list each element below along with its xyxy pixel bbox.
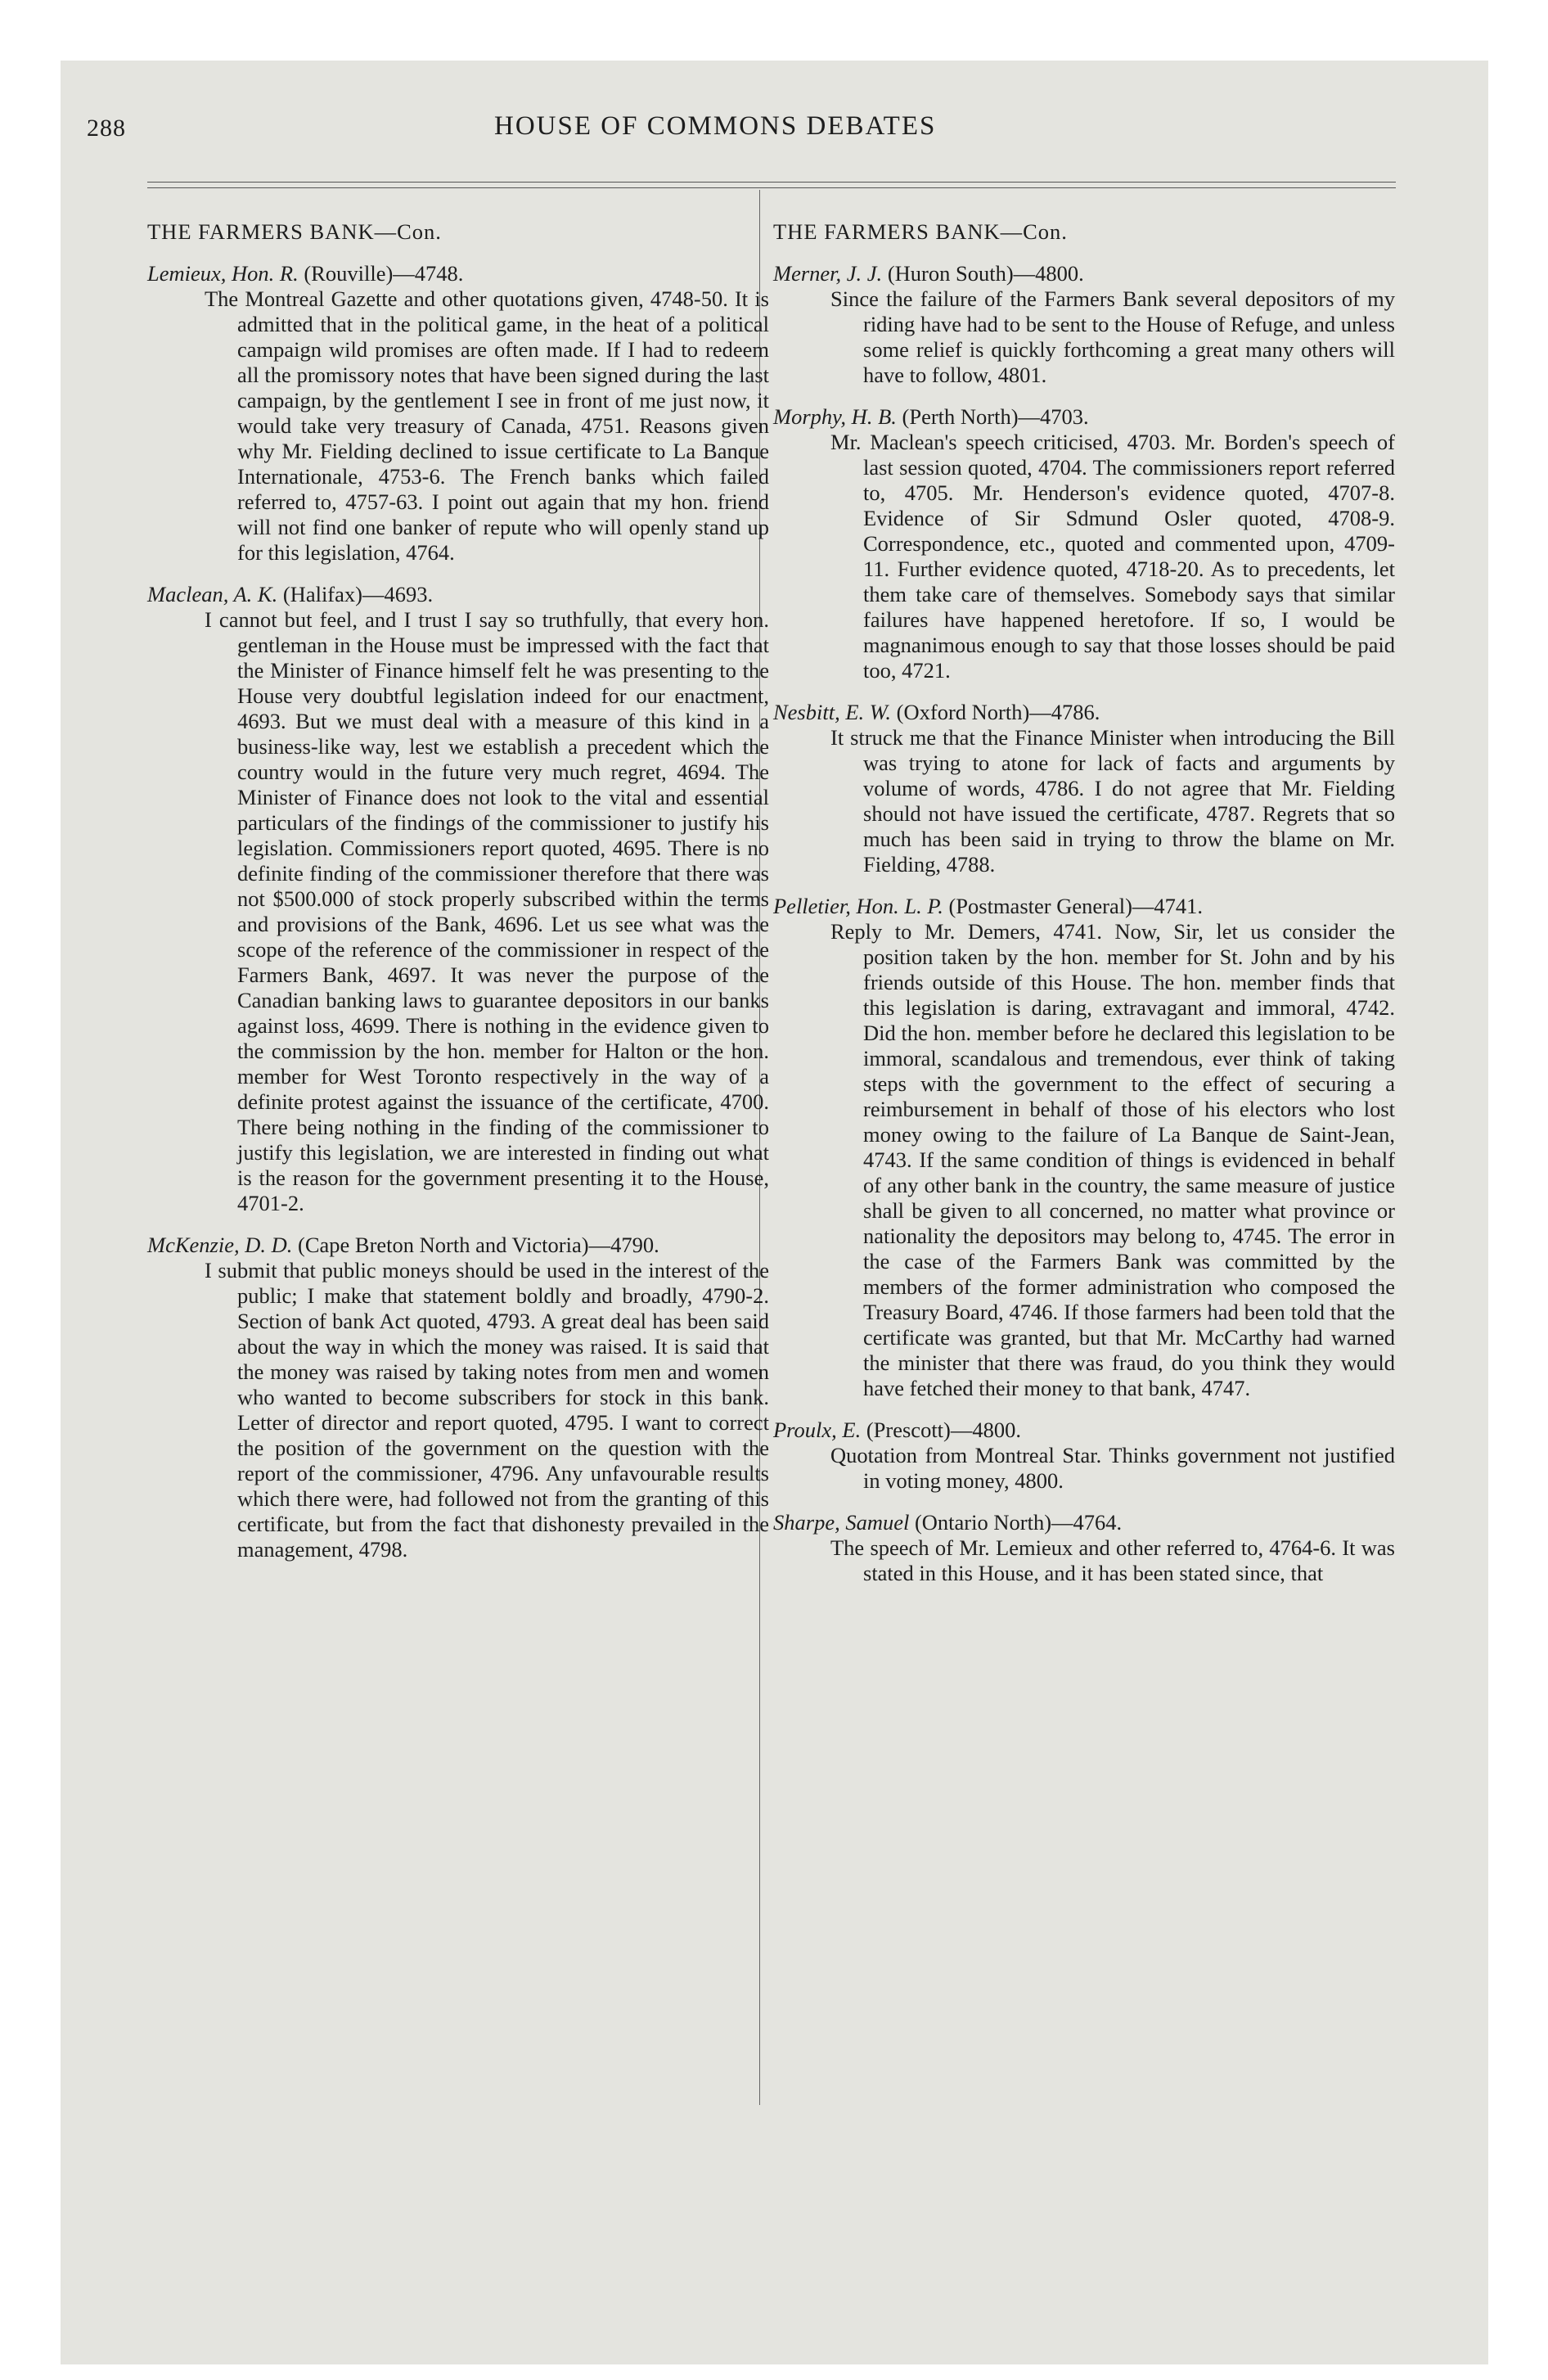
speaker-line xyxy=(773,700,1395,725)
speaker-details: (Ontario North)—4764. xyxy=(914,1510,1123,1535)
right-column xyxy=(773,219,1395,1602)
page-header: HOUSE OF COMMONS DEBATES xyxy=(494,111,937,141)
speaker-line xyxy=(147,582,769,607)
speaker-details: (Cape Breton North and Victoria)—4790. xyxy=(298,1233,659,1257)
entry-lemieux xyxy=(147,261,769,566)
entry-text: The speech of Mr. Lemieux and other referred to, 4764-6. It was stated in this House, and it has been stated since, that xyxy=(830,1535,1395,1585)
speaker-details: (Oxford North)—4786. xyxy=(896,700,1100,724)
speaker-name: Lemieux, Hon. R. xyxy=(147,261,299,286)
entry-text: I submit that public moneys should be used in the interest of the public; I make that statement boldly and broadly, 4790-2. Section of bank Act quoted, 4793. A great deal has been said about the way in which the money was raised. It is said that the money was raised by taking notes from men and women who wanted to become subscribers for stock in this bank. Letter of director and report quoted, 4795. I want to correct the position of the government on the question with the report of the commissioner, 4796. Any unfavourable results which there were, had followed not from the granting of this certificate, but from the fact that dishonesty prevailed in the management, 4798. xyxy=(205,1258,769,1562)
entry-sharpe xyxy=(773,1510,1395,1586)
speaker-details: (Postmaster General)—4741. xyxy=(948,894,1204,918)
entry-text: The Montreal Gazette and other quotations given, 4748-50. It is admitted that in the political game, in the heat of a political campaign wild promises are often made. If I had to redeem all the promissory notes that have been signed during the last campaign, by the gentlement I see in front of me just now, it would take very treasury of Canada, 4751. Reasons given why Mr. Fielding declined to issue certificate to La Banque Internationale, 4753-6. The French banks which failed referred to, 4757-63. I point out again that my hon. friend will not find one banker of repute who will openly stand up for this legislation, 4764. xyxy=(205,286,769,565)
speaker-details: (Rouville)—4748. xyxy=(304,261,464,286)
speaker-name: Merner, J. J. xyxy=(773,261,883,286)
speaker-name: Nesbitt, E. W. xyxy=(773,700,892,724)
speaker-details: (Prescott)—4800. xyxy=(866,1418,1021,1442)
section-title: THE FARMERS BANK—Con. xyxy=(147,219,442,244)
entry-merner xyxy=(773,261,1395,388)
speaker-name: Sharpe, Samuel xyxy=(773,1510,910,1535)
speaker-line xyxy=(773,1510,1395,1535)
header-rule-bottom xyxy=(147,187,1396,188)
entry-maclean xyxy=(147,582,769,1216)
entry-nesbitt xyxy=(773,700,1395,877)
speaker-name: Maclean, A. K. xyxy=(147,582,278,606)
entry-proulx xyxy=(773,1418,1395,1494)
speaker-name: McKenzie, D. D. xyxy=(147,1233,293,1257)
left-column xyxy=(147,219,769,1579)
entry-text: Quotation from Montreal Star. Thinks government not justified in voting money, 4800. xyxy=(830,1443,1395,1493)
entry-text: I cannot but feel, and I trust I say so truthfully, that every hon. gentleman in the House must be impressed with the fact that the Minister of Finance himself felt he was presenting to the House very doubtful legislation indeed for our enactment, 4693. But we must deal with a measure of this kind in a business-like way, lest we establish a precedent which the country would in the future very much regret, 4694. The Minister of Finance does not look to the vital and essential particulars of the findings of the commissioner to justify his legislation. Commissioners report quoted, 4695. There is no definite finding of the commissioner therefore that there was not $500.000 of stock properly subscribed within the terms and provisions of the Bank, 4696. Let us see what was the scope of the reference of the commissioner in respect of the Farmers Bank, 4697. It was never the purpose of the Canadian banking laws to guarantee depositors in our banks against loss, 4699. There is nothing in the evidence given to the commission by the hon. member for Halton or the hon. member for West Toronto respectively in the way of a definite protest against the issuance of the certificate, 4700. There being nothing in the finding of the commissioner to justify this legislation, we are interested in finding out what is the reason for the government presenting it to the House, 4701-2. xyxy=(205,607,769,1215)
speaker-line xyxy=(773,404,1395,430)
entry-morphy xyxy=(773,404,1395,683)
page-number: 288 xyxy=(87,115,126,142)
entry-text: Reply to Mr. Demers, 4741. Now, Sir, let us consider the position taken by the hon. member for St. John and by his friends outside of this House. The hon. member finds that this legislation is daring, extravagant and immoral, 4742. Did the hon. member before he declared this legislation to be immoral, scandalous and tremendous, ever think of taking steps with the government to the effect of securing a reimbursement in behalf of those of his electors who lost money owing to the failure of La Banque de Saint-Jean, 4743. If the same condition of things is evidenced in behalf of any other bank in the country, the same measure of justice shall be given to all concerned, no matter what province or nationality the depositors may belong to, 4745. The error in the case of the Farmers Bank was committed by the members of the former administration who composed the Treasury Board, 4746. If those farmers had been told that the certificate was granted, but that Mr. McCarthy had warned the minister that there was fraud, do you think they would have fetched their money to that bank, 4747. xyxy=(830,919,1395,1400)
entry-mckenzie xyxy=(147,1233,769,1562)
speaker-line xyxy=(773,894,1395,919)
header-rule-top xyxy=(147,182,1396,183)
speaker-details: (Halifax)—4693. xyxy=(282,582,434,606)
entry-pelletier xyxy=(773,894,1395,1401)
speaker-line xyxy=(147,261,769,286)
speaker-name: Pelletier, Hon. L. P. xyxy=(773,894,943,918)
speaker-line xyxy=(147,1233,769,1258)
entry-text: Mr. Maclean's speech criticised, 4703. Mr. Borden's speech of last session quoted, 4704. The commissioners report referred to, 4705. Mr. Henderson's evidence quoted, 4707-8. Evidence of Sir Sdmund Osler quoted, 4708-9. Correspondence, etc., quoted and commented upon, 4709-11. Further evidence quoted, 4718-20. As to precedents, let them take care of themselves. Somebody says that similar failures have happened heretofore. If so, I would be magnanimous enough to say that those losses should be paid too, 4721. xyxy=(830,430,1395,683)
entry-text: Since the failure of the Farmers Bank several depositors of my riding have had to be sent to the House of Refuge, and unless some relief is quickly forthcoming a great many others will have to follow, 4801. xyxy=(830,286,1395,387)
speaker-name: Proulx, E. xyxy=(773,1418,862,1442)
speaker-details: (Huron South)—4800. xyxy=(887,261,1084,286)
section-title: THE FARMERS BANK—Con. xyxy=(773,219,1068,244)
speaker-name: Morphy, H. B. xyxy=(773,404,897,429)
speaker-details: (Perth North)—4703. xyxy=(902,404,1089,429)
speaker-line xyxy=(773,1418,1395,1443)
speaker-line xyxy=(773,261,1395,286)
entry-text: It struck me that the Finance Minister when introducing the Bill was trying to atone for lack of facts and arguments by volume of words, 4786. I do not agree that Mr. Fielding should not have issued the certificate, 4787. Regrets that so much has been said in trying to throw the blame on Mr. Fielding, 4788. xyxy=(830,725,1395,877)
